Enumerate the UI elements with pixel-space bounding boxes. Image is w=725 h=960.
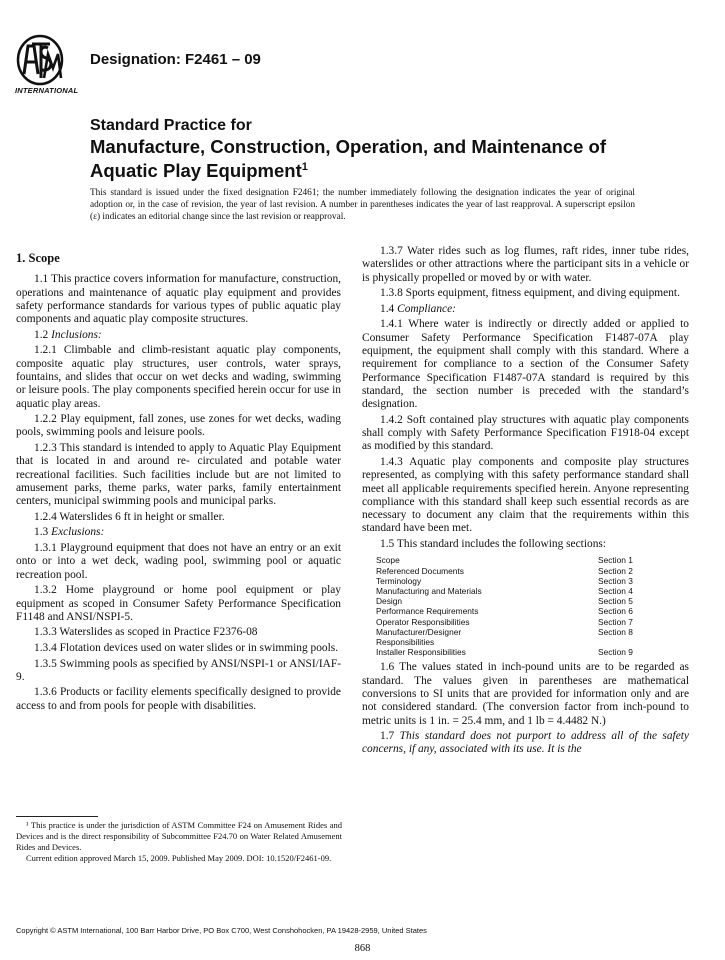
list-item	[376, 606, 646, 616]
paragraph-1-2-num: 1.2	[34, 328, 49, 341]
paragraph-1-6: 1.6 The values stated in inch-pound units are to be regarded as standard. The values given in parentheses are mathematical conversions to SI units that are provided for information only and are not considered standard. (The conversion factor from inch-pound to metric units is 1 in. = 25.4 mm, and 1 lb = 4.4482 N.)	[362, 661, 689, 727]
section-name: Responsibilities	[376, 636, 435, 647]
copyright-line: Copyright © ASTM International, 100 Barr Harbor Drive, PO Box C700, West Conshohocken, PA 19428-2959, United States	[16, 926, 427, 935]
footnote-edition: Current edition approved March 15, 2009. Published May 2009. DOI: 10.1520/F2461-09.	[26, 853, 332, 863]
right-column	[362, 245, 689, 759]
paragraph-1-7-num: 1.7	[380, 730, 395, 743]
section-name: Installer Responsibilities	[376, 647, 466, 658]
paragraph-1-2-4: 1.2.4 Waterslides 6 ft in height or smaller.	[34, 510, 225, 523]
section-name: Terminology	[376, 575, 422, 586]
section-name: Manufacturer/Designer	[376, 626, 462, 637]
logo-caption: INTERNATIONAL	[15, 86, 79, 95]
list-item	[376, 627, 646, 637]
section-number	[598, 637, 646, 647]
paragraph-1-3-1: 1.3.1 Playground equipment that does not have an entry or an exit onto or into a wet deck, wading pool, swimming pool or aquatic recreation pool.	[16, 542, 341, 581]
paragraph-1-3-num: 1.3	[34, 526, 49, 539]
paragraph-1-3-7: 1.3.7 Water rides such as log flumes, raft rides, inner tube rides, waterslides or other attractions where the participant sits in a vehicle or is physically propelled or moved by or with water.	[362, 245, 689, 284]
paragraph-1-3-4: 1.3.4 Flotation devices used on water slides or in swimming pools.	[34, 641, 339, 654]
title-line-1: Standard Practice for	[90, 117, 252, 134]
list-item	[376, 617, 646, 627]
paragraph-1-3-5: 1.3.5 Swimming pools as specified by ANSI/NSPI-1 or ANSI/IAF-9.	[16, 657, 341, 683]
section-number: Section 8	[598, 626, 633, 637]
sections-list	[376, 555, 646, 657]
section-number: Section 1	[598, 555, 633, 566]
left-column	[16, 252, 341, 715]
paragraph-1-2-2: 1.2.2 Play equipment, fall zones, use zones for wet decks, wading pools, swimming pools and leisure pools.	[16, 413, 341, 439]
paragraph-1-2-label: Inclusions:	[51, 328, 102, 341]
section-name: Manufacturing and Materials	[376, 585, 482, 596]
section-name: Performance Requirements	[376, 606, 479, 617]
paragraph-1-4-num: 1.4	[380, 302, 395, 315]
footnote-divider	[16, 816, 98, 817]
paragraph-1-3	[16, 526, 341, 539]
section-number: Section 6	[598, 606, 633, 617]
title-line-2: Manufacture, Construction, Operation, and Maintenance of	[90, 136, 606, 157]
paragraph-1-4	[362, 303, 689, 316]
paragraph-1-2-1: 1.2.1 Climbable and climb-resistant aquatic play components, composite aquatic play structures, user controls, water sprays, fountains, and slides that occur on wet decks and wading, swimming or leisure pools. The play components specified herein occur for use in aquatic play areas.	[16, 344, 341, 410]
paragraph-1-4-1: 1.4.1 Where water is indirectly or directly added or applied to Consumer Safety Performance Specification F1487-07A play equipment, the equipment shall comply with this standard. Where a requirement for compliance to a section of the Consumer Safety Performance Specification F1487-07A standard is required by this standard, the section number is preceded with the standard’s designation.	[362, 318, 689, 411]
page-title	[90, 115, 690, 181]
section-name: Scope	[376, 555, 400, 566]
section-name: Design	[376, 596, 403, 607]
list-item	[376, 637, 646, 647]
paragraph-1-2	[16, 329, 341, 342]
footnote-1: ¹ This practice is under the jurisdiction of ASTM Committee F24 on Amusement Rides and Devices and is the direct responsibility of Subcommittee F24.70 on Water Related Amusement Rides and Devices.	[16, 820, 342, 852]
section-name: Referenced Documents	[376, 565, 464, 576]
paragraph-1-4-3: 1.4.3 Aquatic play components and composite play structures represented, as complying with this safety performance standard shall meet all applicable requirements specified herein. Anyone representing compliance with this standard shall keep such essential records as are necessary to document any claim that the requirements within this standard have been met.	[362, 455, 689, 535]
list-item	[376, 566, 646, 576]
list-item	[376, 576, 646, 586]
section-number: Section 5	[598, 596, 633, 607]
paragraph-1-4-2: 1.4.2 Soft contained play structures with aquatic play components shall comply with Safety Performance Specification F1918-04 except as modified by this standard.	[362, 413, 689, 453]
list-item	[376, 596, 646, 606]
section-number: Section 9	[598, 647, 633, 658]
section-number: Section 4	[598, 585, 633, 596]
paragraph-1-3-label: Exclusions:	[51, 526, 105, 539]
page-number: 868	[354, 943, 371, 954]
paragraph-1-3-8: 1.3.8 Sports equipment, fitness equipment, and diving equipment.	[380, 287, 680, 300]
paragraph-1-7	[362, 730, 689, 757]
paragraph-1-1: 1.1 This practice covers information for manufacture, construction, operations and maintenance of aquatic play equipment and provides safety performance standards for various types of public aquatic play components and aquatic play composite structures.	[16, 273, 341, 326]
paragraph-1-7-text: This standard does not purport to address all of the safety concerns, if any, associated with its use. It is the	[362, 730, 689, 756]
list-item	[376, 647, 646, 657]
section-name: Operator Responsibilities	[376, 616, 470, 627]
section-heading-scope: 1. Scope	[16, 251, 60, 265]
designation: Designation: F2461 – 09	[90, 51, 261, 68]
paragraph-1-3-2: 1.3.2 Home playground or home pool equipment or play equipment as scoped in Consumer Safety Performance Specification F1148 and ANSI/NSPI-5.	[16, 584, 341, 623]
issuance-note: This standard is issued under the fixed designation F2461; the number immediately following the designation indicates the year of original adoption or, in the case of revision, the year of last revision. A number in parentheses indicates the year of last reapproval. A superscript epsilon (ε) indicates an editorial change since the last revision or reapproval.	[90, 188, 635, 222]
list-item	[376, 586, 646, 596]
section-number: Section 7	[598, 616, 633, 627]
list-item	[376, 555, 646, 565]
section-number: Section 3	[598, 575, 633, 586]
paragraph-1-3-6: 1.3.6 Products or facility elements specifically designed to provide access to and from pools for people with disabilities.	[16, 686, 341, 712]
astm-logo-icon	[14, 34, 84, 86]
paragraph-1-2-3: 1.2.3 This standard is intended to apply to Aquatic Play Equipment that is located in and around re- circulated and potable water recreational facilities. Such facilities include but are not limited to amusement parks, theme parks, water parks, family entertainment centers, municipal swimming pools and municipal parks.	[16, 442, 341, 508]
paragraph-1-4-label: Compliance:	[397, 302, 456, 315]
section-number: Section 2	[598, 565, 633, 576]
paragraph-1-3-3: 1.3.3 Waterslides as scoped in Practice F2376-08	[34, 626, 258, 639]
title-footnote-mark: 1	[301, 161, 308, 173]
title-line-3	[90, 157, 690, 181]
footnotes	[16, 820, 342, 864]
title-line-3-text: Aquatic Play Equipment	[90, 160, 302, 182]
paragraph-1-5: 1.5 This standard includes the following sections:	[380, 538, 606, 551]
